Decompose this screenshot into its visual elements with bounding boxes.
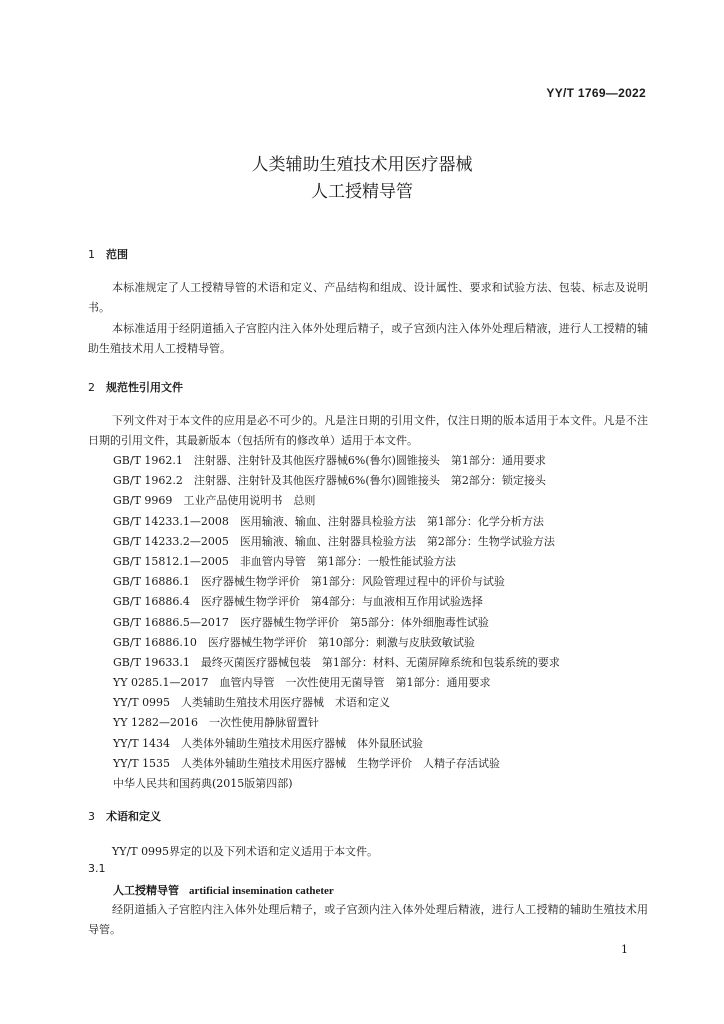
reference-item: GB/T 14233.2—2005 医用输液、输血、注射器具检验方法 第2部分：生物学试验方法 <box>113 534 555 548</box>
section-number: 2 <box>88 381 95 394</box>
reference-item: YY/T 0995 人类辅助生殖技术用医疗器械 术语和定义 <box>113 696 391 710</box>
section-1-heading <box>88 246 128 262</box>
section-title: 术语和定义 <box>106 810 161 823</box>
reference-item: GB/T 1962.2 注射器、注射针及其他医疗器械6%(鲁尔)圆锥接头 第2部分：锁定接头 <box>113 474 546 488</box>
reference-item: GB/T 16886.5—2017 医疗器械生物学评价 第5部分：体外细胞毒性试验 <box>113 615 489 629</box>
reference-item: GB/T 14233.1—2008 医用输液、输血、注射器具检验方法 第1部分：化学分析方法 <box>113 514 544 528</box>
section-number: 3 <box>88 810 95 823</box>
reference-item: 中华人民共和国药典(2015版第四部) <box>113 777 293 790</box>
references-intro: 下列文件对于本文件的应用是必不可少的。凡是注日期的引用文件，仅注日期的版本适用于本文件。凡是不注日期的引用文件，其最新版本（包括所有的修改单）适用于本文件。 <box>88 414 648 447</box>
reference-item: GB/T 15812.1—2005 非血管内导管 第1部分：一般性能试验方法 <box>113 554 456 568</box>
reference-item: GB/T 19633.1 最终灭菌医疗器械包装 第1部分：材料、无菌屏障系统和包装系统的要求 <box>113 655 560 669</box>
term-title <box>113 882 334 898</box>
term-number: 3.1 <box>88 862 106 875</box>
section-2-heading <box>88 379 183 395</box>
scope-paragraph-2: 本标准适用于经阴道插入子宫腔内注入体外处理后精子，或子宫颈内注入体外处理后精液，进行人工授精的辅助生殖技术用人工授精导管。 <box>88 322 648 355</box>
reference-item: GB/T 16886.4 医疗器械生物学评价 第4部分：与血液相互作用试验选择 <box>113 595 483 609</box>
section-title: 范围 <box>106 248 128 261</box>
reference-item: GB/T 1962.1 注射器、注射针及其他医疗器械6%(鲁尔)圆锥接头 第1部分：通用要求 <box>113 454 546 467</box>
reference-list <box>113 451 560 794</box>
page-number: 1 <box>621 943 628 956</box>
term-chinese: 人工授精导管 <box>113 884 179 897</box>
reference-item: YY/T 1535 人类体外辅助生殖技术用医疗器械 生物学评价 人精子存活试验 <box>113 756 501 770</box>
scope-paragraph-1: 本标准规定了人工授精导管的术语和定义、产品结构和组成、设计属性、要求和试验方法、包装、标志及说明书。 <box>88 281 648 314</box>
section-number: 1 <box>88 248 95 261</box>
reference-item: GB/T 16886.1 医疗器械生物学评价 第1部分：风险管理过程中的评价与试验 <box>113 575 505 589</box>
term-definition: 经阴道插入子宫腔内注入体外处理后精子，或子宫颈内注入体外处理后精液，进行人工授精的辅助生殖技术用导管。 <box>88 903 648 936</box>
document-title-line2: 人工授精导管 <box>311 182 413 202</box>
section-3-heading <box>88 808 161 824</box>
reference-item: YY/T 1434 人类体外辅助生殖技术用医疗器械 体外鼠胚试验 <box>113 736 424 750</box>
reference-item: GB/T 16886.10 医疗器械生物学评价 第10部分：刺激与皮肤致敏试验 <box>113 635 475 649</box>
terms-intro: YY/T 0995界定的以及下列术语和定义适用于本文件。 <box>112 845 379 858</box>
document-title-line1: 人类辅助生殖技术用医疗器械 <box>251 155 473 175</box>
reference-item: YY 0285.1—2017 血管内导管 一次性使用无菌导管 第1部分：通用要求 <box>113 676 491 690</box>
reference-item: YY 1282—2016 一次性使用静脉留置针 <box>113 716 320 730</box>
reference-item: GB/T 9969 工业产品使用说明书 总则 <box>113 494 316 508</box>
standard-code: YY/T 1769—2022 <box>546 86 646 100</box>
term-english: artificial insemination catheter <box>189 885 334 897</box>
section-title: 规范性引用文件 <box>106 381 183 394</box>
